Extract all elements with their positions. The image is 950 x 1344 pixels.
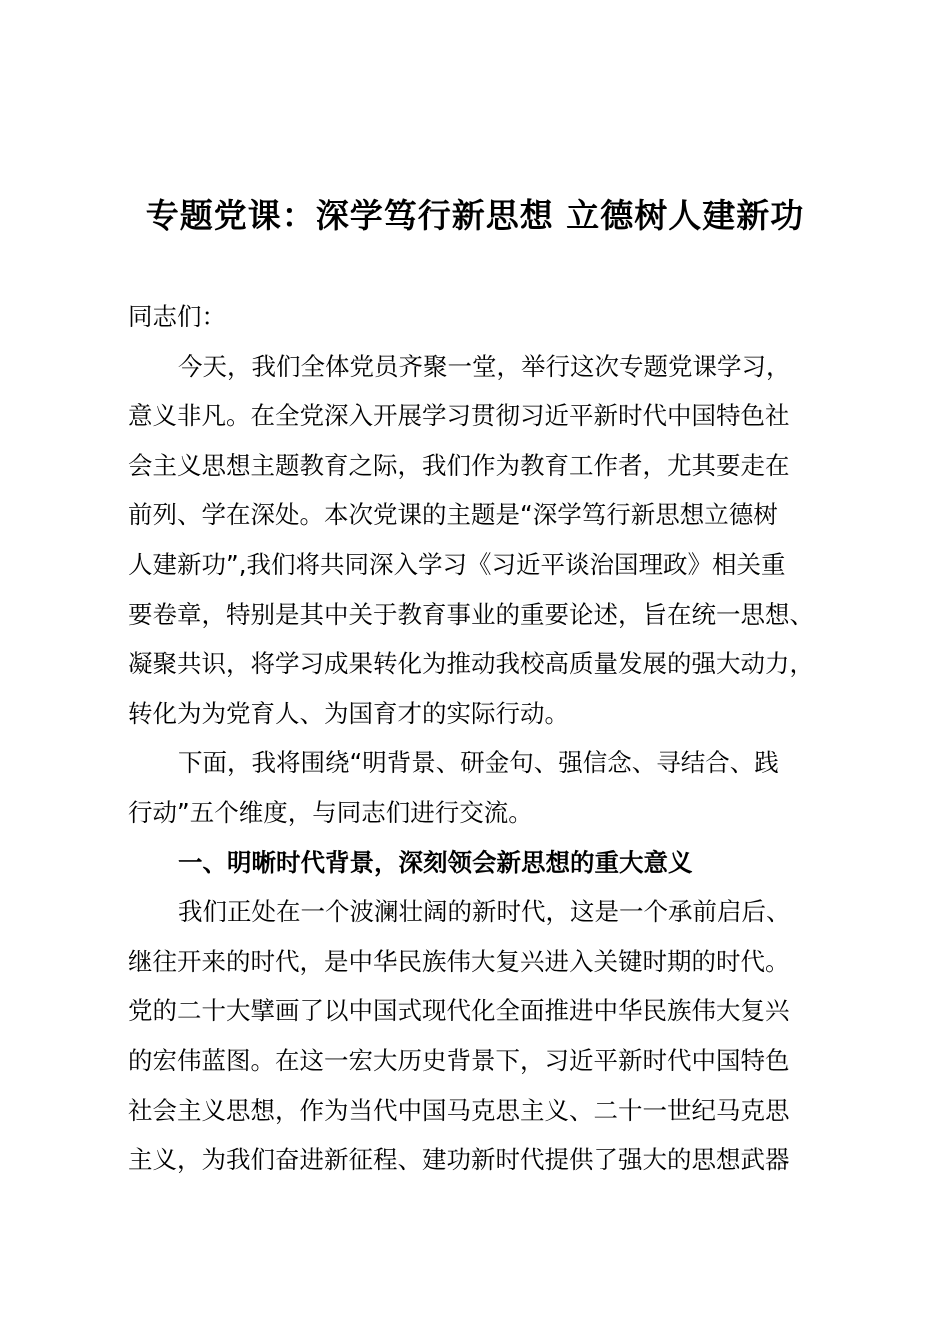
paragraph-line: 转化为为党育人、为国育才的实际行动。 bbox=[128, 698, 569, 728]
paragraph-line: 要卷章，特别是其中关于教育事业的重要论述，旨在统一思想、 bbox=[128, 599, 814, 629]
paragraph-line: 前列、学在深处。本次党课的主题是“深学笃行新思想立德树 bbox=[128, 500, 778, 530]
paragraph-line: 凝聚共识，将学习成果转化为推动我校高质量发展的强大动力， bbox=[128, 649, 814, 679]
document-title: 专题党课：深学笃行新思想 立德树人建新功 bbox=[145, 196, 805, 235]
paragraph-line: 意义非凡。在全党深入开展学习贯彻习近平新时代中国特色社 bbox=[128, 401, 790, 431]
paragraph-line: 会主义思想主题教育之际，我们作为教育工作者，尤其要走在 bbox=[128, 450, 790, 480]
paragraph-line: 社会主义思想，作为当代中国马克思主义、二十一世纪马克思 bbox=[128, 1095, 790, 1125]
paragraph-line: 今天，我们全体党员齐聚一堂，举行这次专题党课学习， bbox=[178, 351, 791, 381]
section-heading-line: 一、明晰时代背景，深刻领会新思想的重大意义 bbox=[178, 847, 693, 877]
paragraph-line: 党的二十大擘画了以中国式现代化全面推进中华民族伟大复兴 bbox=[128, 996, 790, 1026]
paragraph-line: 我们正处在一个波澜壮阔的新时代，这是一个承前启后、 bbox=[178, 897, 791, 927]
paragraph-line: 人建新功”,我们将共同深入学习《习近平谈治国理政》相关重 bbox=[128, 549, 786, 579]
paragraph-line: 的宏伟蓝图。在这一宏大历史背景下，习近平新时代中国特色 bbox=[128, 1045, 790, 1075]
paragraph-line: 继往开来的时代，是中华民族伟大复兴进入关键时期的时代。 bbox=[128, 946, 790, 976]
salutation: 同志们： bbox=[128, 302, 226, 331]
paragraph-line: 主义，为我们奋进新征程、建功新时代提供了强大的思想武器 bbox=[128, 1145, 790, 1175]
paragraph-line: 下面，我将围绕“明背景、研金句、强信念、寻结合、践 bbox=[178, 748, 779, 778]
document-body bbox=[128, 292, 858, 1185]
paragraph-line: 行动”五个维度，与同志们进行交流。 bbox=[128, 797, 533, 827]
